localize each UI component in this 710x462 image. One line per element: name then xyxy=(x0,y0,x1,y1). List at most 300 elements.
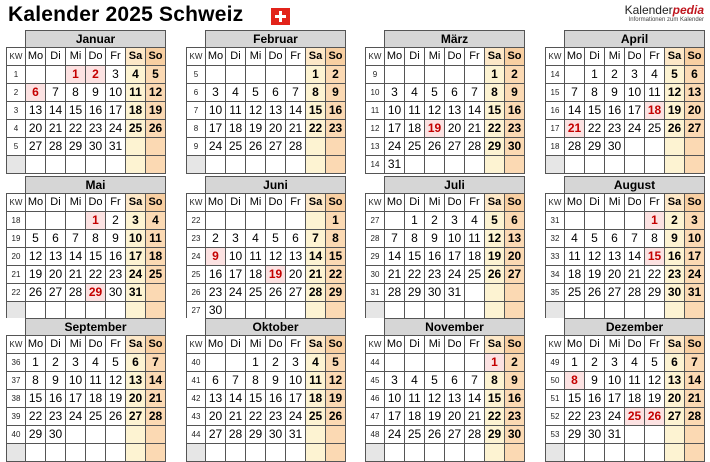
day-cell[interactable]: 3 xyxy=(385,372,405,390)
day-cell[interactable]: 19 xyxy=(485,248,505,266)
day-cell[interactable]: 3 xyxy=(66,354,86,372)
day-cell[interactable]: 15 xyxy=(246,390,266,408)
day-cell[interactable]: 22 xyxy=(485,120,505,138)
day-cell[interactable]: 9 xyxy=(106,230,126,248)
day-cell[interactable]: 15 xyxy=(485,102,505,120)
day-cell[interactable]: 12 xyxy=(485,230,505,248)
day-cell[interactable]: 21 xyxy=(465,408,485,426)
day-cell[interactable]: 9 xyxy=(326,84,346,102)
day-cell[interactable]: 11 xyxy=(226,102,246,120)
day-cell[interactable]: 11 xyxy=(405,390,425,408)
day-cell[interactable]: 29 xyxy=(66,138,86,156)
kalenderpedia-logo[interactable] xyxy=(625,4,704,24)
day-cell[interactable]: 27 xyxy=(26,138,46,156)
day-cell[interactable]: 23 xyxy=(106,266,126,284)
day-cell[interactable]: 14 xyxy=(465,102,485,120)
day-cell[interactable]: 30 xyxy=(106,284,126,302)
day-cell[interactable]: 25 xyxy=(625,408,645,426)
day-cell[interactable]: 28 xyxy=(146,408,166,426)
day-cell[interactable]: 18 xyxy=(405,408,425,426)
day-cell[interactable]: 31 xyxy=(106,138,126,156)
day-cell[interactable]: 8 xyxy=(585,84,605,102)
day-cell[interactable]: 10 xyxy=(286,372,306,390)
day-cell[interactable]: 8 xyxy=(246,372,266,390)
day-cell[interactable]: 10 xyxy=(605,372,625,390)
day-cell[interactable]: 5 xyxy=(246,84,266,102)
day-cell[interactable]: 25 xyxy=(645,120,665,138)
day-cell[interactable]: 7 xyxy=(46,84,66,102)
day-cell[interactable]: 2 xyxy=(206,230,226,248)
day-cell[interactable]: 29 xyxy=(585,138,605,156)
day-cell[interactable]: 13 xyxy=(685,84,705,102)
day-cell[interactable]: 16 xyxy=(266,390,286,408)
day-cell[interactable]: 16 xyxy=(46,390,66,408)
day-cell[interactable]: 21 xyxy=(286,120,306,138)
day-cell[interactable]: 7 xyxy=(286,84,306,102)
day-cell[interactable]: 12 xyxy=(146,84,166,102)
day-cell[interactable]: 13 xyxy=(445,390,465,408)
day-cell[interactable]: 22 xyxy=(26,408,46,426)
day-cell[interactable]: 1 xyxy=(26,354,46,372)
day-cell[interactable]: 9 xyxy=(505,372,525,390)
day-cell[interactable]: 24 xyxy=(605,408,625,426)
day-cell[interactable]: 12 xyxy=(645,372,665,390)
day-cell[interactable]: 17 xyxy=(286,390,306,408)
day-cell[interactable]: 30 xyxy=(266,426,286,444)
day-cell[interactable]: 20 xyxy=(46,266,66,284)
day-cell[interactable]: 21 xyxy=(306,266,326,284)
day-cell[interactable]: 4 xyxy=(226,84,246,102)
day-cell[interactable]: 6 xyxy=(266,84,286,102)
day-cell[interactable]: 26 xyxy=(106,408,126,426)
day-cell[interactable]: 1 xyxy=(485,354,505,372)
day-cell[interactable]: 15 xyxy=(485,390,505,408)
day-cell[interactable]: 28 xyxy=(625,284,645,302)
day-cell[interactable]: 6 xyxy=(206,372,226,390)
day-cell[interactable]: 26 xyxy=(326,408,346,426)
day-cell[interactable]: 24 xyxy=(385,426,405,444)
day-cell[interactable]: 8 xyxy=(26,372,46,390)
day-cell[interactable]: 18 xyxy=(226,120,246,138)
day-cell[interactable]: 15 xyxy=(405,248,425,266)
day-cell[interactable]: 22 xyxy=(86,266,106,284)
day-cell[interactable]: 21 xyxy=(46,120,66,138)
day-cell[interactable]: 30 xyxy=(425,284,445,302)
day-cell[interactable]: 18 xyxy=(625,390,645,408)
day-cell[interactable]: 27 xyxy=(46,284,66,302)
day-cell[interactable]: 28 xyxy=(385,284,405,302)
day-cell[interactable]: 6 xyxy=(665,354,685,372)
day-cell[interactable]: 21 xyxy=(226,408,246,426)
day-cell[interactable]: 7 xyxy=(226,372,246,390)
day-cell[interactable]: 18 xyxy=(565,266,585,284)
day-cell[interactable]: 7 xyxy=(385,230,405,248)
day-cell[interactable]: 5 xyxy=(485,212,505,230)
day-cell[interactable]: 23 xyxy=(605,120,625,138)
day-cell[interactable]: 21 xyxy=(385,266,405,284)
day-cell[interactable]: 5 xyxy=(645,354,665,372)
day-cell[interactable]: 2 xyxy=(106,212,126,230)
day-cell[interactable]: 10 xyxy=(385,102,405,120)
day-cell[interactable]: 29 xyxy=(485,138,505,156)
day-cell[interactable]: 2 xyxy=(585,354,605,372)
day-cell[interactable]: 30 xyxy=(505,426,525,444)
day-cell[interactable]: 31 xyxy=(445,284,465,302)
day-cell[interactable]: 21 xyxy=(685,390,705,408)
day-cell[interactable]: 18 xyxy=(645,102,665,120)
day-cell[interactable]: 8 xyxy=(306,84,326,102)
day-cell[interactable]: 31 xyxy=(685,284,705,302)
day-cell[interactable]: 17 xyxy=(685,248,705,266)
day-cell[interactable]: 6 xyxy=(126,354,146,372)
day-cell[interactable]: 13 xyxy=(445,102,465,120)
day-cell[interactable]: 1 xyxy=(565,354,585,372)
day-cell[interactable]: 29 xyxy=(485,426,505,444)
day-cell[interactable]: 1 xyxy=(485,66,505,84)
day-cell[interactable]: 7 xyxy=(306,230,326,248)
day-cell[interactable]: 7 xyxy=(565,84,585,102)
day-cell[interactable]: 11 xyxy=(126,84,146,102)
day-cell[interactable]: 9 xyxy=(505,84,525,102)
day-cell[interactable]: 2 xyxy=(605,66,625,84)
day-cell[interactable]: 22 xyxy=(246,408,266,426)
day-cell[interactable]: 11 xyxy=(146,230,166,248)
day-cell[interactable]: 29 xyxy=(326,284,346,302)
day-cell[interactable]: 2 xyxy=(46,354,66,372)
day-cell[interactable]: 26 xyxy=(665,120,685,138)
day-cell[interactable]: 2 xyxy=(326,66,346,84)
day-cell[interactable]: 16 xyxy=(86,102,106,120)
day-cell[interactable]: 14 xyxy=(306,248,326,266)
day-cell[interactable]: 21 xyxy=(66,266,86,284)
day-cell[interactable]: 28 xyxy=(465,138,485,156)
day-cell[interactable]: 6 xyxy=(685,66,705,84)
day-cell[interactable]: 27 xyxy=(685,120,705,138)
day-cell[interactable]: 15 xyxy=(86,248,106,266)
day-cell[interactable]: 2 xyxy=(266,354,286,372)
day-cell[interactable]: 29 xyxy=(405,284,425,302)
day-cell[interactable]: 11 xyxy=(405,102,425,120)
day-cell[interactable]: 5 xyxy=(665,66,685,84)
day-cell[interactable]: 13 xyxy=(665,372,685,390)
day-cell[interactable]: 2 xyxy=(505,66,525,84)
day-cell[interactable]: 26 xyxy=(425,138,445,156)
day-cell[interactable]: 22 xyxy=(585,120,605,138)
day-cell[interactable]: 3 xyxy=(286,354,306,372)
day-cell[interactable]: 28 xyxy=(306,284,326,302)
day-cell[interactable]: 17 xyxy=(66,390,86,408)
day-cell[interactable]: 9 xyxy=(266,372,286,390)
day-cell[interactable]: 17 xyxy=(106,102,126,120)
day-cell[interactable]: 12 xyxy=(425,390,445,408)
day-cell[interactable]: 23 xyxy=(665,266,685,284)
day-cell[interactable]: 1 xyxy=(645,212,665,230)
day-cell[interactable]: 11 xyxy=(246,248,266,266)
day-cell[interactable]: 10 xyxy=(206,102,226,120)
day-cell[interactable]: 4 xyxy=(86,354,106,372)
day-cell[interactable]: 5 xyxy=(425,84,445,102)
day-cell[interactable]: 23 xyxy=(425,266,445,284)
day-cell[interactable]: 3 xyxy=(206,84,226,102)
day-cell[interactable]: 9 xyxy=(665,230,685,248)
day-cell[interactable]: 13 xyxy=(505,230,525,248)
day-cell[interactable]: 9 xyxy=(585,372,605,390)
day-cell[interactable]: 21 xyxy=(146,390,166,408)
day-cell[interactable]: 5 xyxy=(266,230,286,248)
day-cell[interactable]: 14 xyxy=(46,102,66,120)
day-cell[interactable]: 24 xyxy=(106,120,126,138)
day-cell[interactable]: 9 xyxy=(86,84,106,102)
day-cell[interactable]: 1 xyxy=(585,66,605,84)
day-cell[interactable]: 13 xyxy=(206,390,226,408)
day-cell[interactable]: 4 xyxy=(405,372,425,390)
day-cell[interactable]: 30 xyxy=(585,426,605,444)
day-cell[interactable]: 8 xyxy=(326,230,346,248)
day-cell[interactable]: 16 xyxy=(585,390,605,408)
day-cell[interactable]: 10 xyxy=(226,248,246,266)
day-cell[interactable]: 27 xyxy=(505,266,525,284)
day-cell[interactable]: 5 xyxy=(26,230,46,248)
day-cell[interactable]: 11 xyxy=(565,248,585,266)
day-cell[interactable]: 14 xyxy=(385,248,405,266)
day-cell[interactable]: 21 xyxy=(625,266,645,284)
day-cell[interactable]: 3 xyxy=(106,66,126,84)
day-cell[interactable]: 6 xyxy=(46,230,66,248)
day-cell[interactable]: 20 xyxy=(445,120,465,138)
day-cell[interactable]: 6 xyxy=(445,372,465,390)
day-cell[interactable]: 6 xyxy=(445,84,465,102)
day-cell[interactable]: 22 xyxy=(326,266,346,284)
day-cell[interactable]: 14 xyxy=(685,372,705,390)
day-cell[interactable]: 29 xyxy=(565,426,585,444)
day-cell[interactable]: 3 xyxy=(625,66,645,84)
day-cell[interactable]: 2 xyxy=(86,66,106,84)
day-cell[interactable]: 15 xyxy=(66,102,86,120)
day-cell[interactable]: 14 xyxy=(66,248,86,266)
day-cell[interactable]: 25 xyxy=(465,266,485,284)
day-cell[interactable]: 28 xyxy=(465,426,485,444)
day-cell[interactable]: 17 xyxy=(605,390,625,408)
day-cell[interactable]: 19 xyxy=(106,390,126,408)
day-cell[interactable]: 4 xyxy=(146,212,166,230)
day-cell[interactable]: 10 xyxy=(106,84,126,102)
day-cell[interactable]: 16 xyxy=(665,248,685,266)
day-cell[interactable]: 28 xyxy=(66,284,86,302)
day-cell[interactable]: 8 xyxy=(485,84,505,102)
day-cell[interactable]: 29 xyxy=(26,426,46,444)
day-cell[interactable]: 4 xyxy=(465,212,485,230)
day-cell[interactable]: 3 xyxy=(445,212,465,230)
day-cell[interactable]: 31 xyxy=(126,284,146,302)
day-cell[interactable]: 3 xyxy=(685,212,705,230)
day-cell[interactable]: 13 xyxy=(286,248,306,266)
day-cell[interactable]: 16 xyxy=(106,248,126,266)
day-cell[interactable]: 23 xyxy=(326,120,346,138)
day-cell[interactable]: 6 xyxy=(605,230,625,248)
day-cell[interactable]: 2 xyxy=(425,212,445,230)
day-cell[interactable]: 3 xyxy=(605,354,625,372)
day-cell[interactable]: 12 xyxy=(665,84,685,102)
day-cell[interactable]: 12 xyxy=(246,102,266,120)
day-cell[interactable]: 10 xyxy=(385,390,405,408)
day-cell[interactable]: 24 xyxy=(66,408,86,426)
day-cell[interactable]: 6 xyxy=(26,84,46,102)
day-cell[interactable]: 11 xyxy=(645,84,665,102)
day-cell[interactable]: 21 xyxy=(465,120,485,138)
day-cell[interactable]: 4 xyxy=(306,354,326,372)
day-cell[interactable]: 18 xyxy=(405,120,425,138)
day-cell[interactable]: 20 xyxy=(605,266,625,284)
day-cell[interactable]: 1 xyxy=(405,212,425,230)
day-cell[interactable]: 13 xyxy=(605,248,625,266)
day-cell[interactable]: 18 xyxy=(306,390,326,408)
day-cell[interactable]: 17 xyxy=(385,408,405,426)
day-cell[interactable]: 12 xyxy=(266,248,286,266)
day-cell[interactable]: 18 xyxy=(465,248,485,266)
day-cell[interactable]: 24 xyxy=(445,266,465,284)
day-cell[interactable]: 7 xyxy=(66,230,86,248)
day-cell[interactable]: 23 xyxy=(266,408,286,426)
day-cell[interactable]: 31 xyxy=(385,156,405,174)
day-cell[interactable]: 27 xyxy=(445,426,465,444)
day-cell[interactable]: 2 xyxy=(505,354,525,372)
day-cell[interactable]: 14 xyxy=(565,102,585,120)
day-cell[interactable]: 17 xyxy=(445,248,465,266)
day-cell[interactable]: 20 xyxy=(286,266,306,284)
day-cell[interactable]: 27 xyxy=(126,408,146,426)
day-cell[interactable]: 19 xyxy=(146,102,166,120)
day-cell[interactable]: 7 xyxy=(465,84,485,102)
day-cell[interactable]: 5 xyxy=(585,230,605,248)
day-cell[interactable]: 9 xyxy=(206,248,226,266)
day-cell[interactable]: 1 xyxy=(326,212,346,230)
day-cell[interactable]: 8 xyxy=(66,84,86,102)
day-cell[interactable]: 16 xyxy=(206,266,226,284)
day-cell[interactable]: 21 xyxy=(565,120,585,138)
day-cell[interactable]: 17 xyxy=(206,120,226,138)
day-cell[interactable]: 20 xyxy=(685,102,705,120)
day-cell[interactable]: 26 xyxy=(246,138,266,156)
day-cell[interactable]: 20 xyxy=(445,408,465,426)
day-cell[interactable]: 26 xyxy=(146,120,166,138)
day-cell[interactable]: 29 xyxy=(246,426,266,444)
day-cell[interactable]: 28 xyxy=(286,138,306,156)
day-cell[interactable]: 11 xyxy=(465,230,485,248)
day-cell[interactable]: 18 xyxy=(146,248,166,266)
day-cell[interactable]: 25 xyxy=(246,284,266,302)
day-cell[interactable]: 12 xyxy=(326,372,346,390)
day-cell[interactable]: 13 xyxy=(26,102,46,120)
day-cell[interactable]: 4 xyxy=(625,354,645,372)
day-cell[interactable]: 25 xyxy=(146,266,166,284)
day-cell[interactable]: 27 xyxy=(206,426,226,444)
day-cell[interactable]: 29 xyxy=(645,284,665,302)
day-cell[interactable]: 14 xyxy=(625,248,645,266)
day-cell[interactable]: 19 xyxy=(645,390,665,408)
day-cell[interactable]: 22 xyxy=(485,408,505,426)
day-cell[interactable]: 24 xyxy=(286,408,306,426)
day-cell[interactable]: 27 xyxy=(665,408,685,426)
day-cell[interactable]: 11 xyxy=(306,372,326,390)
day-cell[interactable]: 14 xyxy=(226,390,246,408)
day-cell[interactable]: 23 xyxy=(505,120,525,138)
day-cell[interactable]: 24 xyxy=(625,120,645,138)
day-cell[interactable]: 25 xyxy=(86,408,106,426)
day-cell[interactable]: 24 xyxy=(206,138,226,156)
day-cell[interactable]: 22 xyxy=(306,120,326,138)
day-cell[interactable]: 27 xyxy=(605,284,625,302)
day-cell[interactable]: 3 xyxy=(126,212,146,230)
day-cell[interactable]: 4 xyxy=(645,66,665,84)
day-cell[interactable]: 16 xyxy=(505,390,525,408)
day-cell[interactable]: 17 xyxy=(226,266,246,284)
day-cell[interactable]: 13 xyxy=(46,248,66,266)
day-cell[interactable]: 5 xyxy=(326,354,346,372)
day-cell[interactable]: 16 xyxy=(326,102,346,120)
day-cell[interactable]: 4 xyxy=(405,84,425,102)
day-cell[interactable]: 28 xyxy=(685,408,705,426)
day-cell[interactable]: 25 xyxy=(405,426,425,444)
day-cell[interactable]: 15 xyxy=(26,390,46,408)
day-cell[interactable]: 18 xyxy=(246,266,266,284)
day-cell[interactable]: 28 xyxy=(46,138,66,156)
day-cell[interactable]: 29 xyxy=(86,284,106,302)
day-cell[interactable]: 14 xyxy=(146,372,166,390)
day-cell[interactable]: 19 xyxy=(585,266,605,284)
day-cell[interactable]: 17 xyxy=(625,102,645,120)
day-cell[interactable]: 27 xyxy=(445,138,465,156)
day-cell[interactable]: 18 xyxy=(86,390,106,408)
day-cell[interactable]: 13 xyxy=(266,102,286,120)
day-cell[interactable]: 28 xyxy=(565,138,585,156)
day-cell[interactable]: 22 xyxy=(645,266,665,284)
day-cell[interactable]: 23 xyxy=(206,284,226,302)
day-cell[interactable]: 10 xyxy=(625,84,645,102)
day-cell[interactable]: 23 xyxy=(585,408,605,426)
day-cell[interactable]: 8 xyxy=(86,230,106,248)
day-cell[interactable]: 31 xyxy=(286,426,306,444)
day-cell[interactable]: 8 xyxy=(645,230,665,248)
day-cell[interactable]: 24 xyxy=(685,266,705,284)
day-cell[interactable]: 1 xyxy=(86,212,106,230)
day-cell[interactable]: 7 xyxy=(685,354,705,372)
day-cell[interactable]: 12 xyxy=(106,372,126,390)
day-cell[interactable]: 25 xyxy=(306,408,326,426)
day-cell[interactable]: 25 xyxy=(126,120,146,138)
day-cell[interactable]: 30 xyxy=(505,138,525,156)
day-cell[interactable]: 20 xyxy=(206,408,226,426)
day-cell[interactable]: 20 xyxy=(26,120,46,138)
day-cell[interactable]: 19 xyxy=(326,390,346,408)
day-cell[interactable]: 5 xyxy=(146,66,166,84)
day-cell[interactable]: 24 xyxy=(226,284,246,302)
day-cell[interactable]: 30 xyxy=(665,284,685,302)
day-cell[interactable]: 1 xyxy=(306,66,326,84)
day-cell[interactable]: 24 xyxy=(126,266,146,284)
day-cell[interactable]: 31 xyxy=(605,426,625,444)
day-cell[interactable]: 17 xyxy=(126,248,146,266)
day-cell[interactable]: 16 xyxy=(605,102,625,120)
day-cell[interactable]: 20 xyxy=(126,390,146,408)
day-cell[interactable]: 5 xyxy=(106,354,126,372)
day-cell[interactable]: 4 xyxy=(126,66,146,84)
day-cell[interactable]: 18 xyxy=(126,102,146,120)
day-cell[interactable]: 19 xyxy=(266,266,286,284)
day-cell[interactable]: 27 xyxy=(266,138,286,156)
day-cell[interactable]: 22 xyxy=(565,408,585,426)
day-cell[interactable]: 7 xyxy=(625,230,645,248)
day-cell[interactable]: 30 xyxy=(86,138,106,156)
